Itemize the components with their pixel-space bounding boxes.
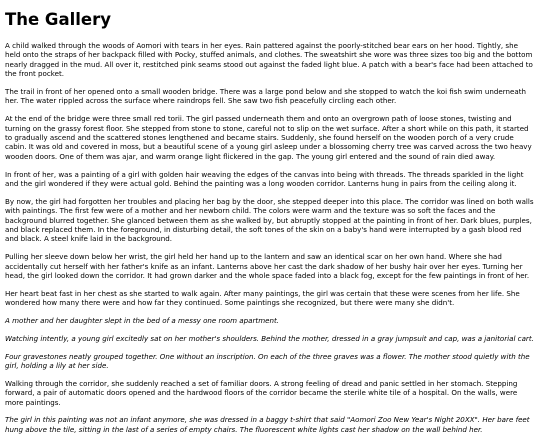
story-paragraph: The trail in front of her opened onto a small wooden bridge. There was a large pond below and she stopped to watch the koi fish swim underneath her. The water rippled across the surface where raindrops fell. She saw two fish peacefully circling each other.	[5, 87, 526, 106]
story-paragraph: Her heart beat fast in her chest as she started to walk again. After many paintings, the girl was certain that these were scenes from her life. She wondered how many there were and how far they continued. Some paintings she recognized, but there were many she didn't.	[5, 288, 520, 308]
story-paragraph: By now, the girl had forgotten her troubles and placing her bag by the door, she stepped deeper into this place. The corridor was lined on both walls with paintings. The first few were of a mother and her newborn child. The colors were warm and the texture was so soft the faces and the background blurred together. She glanced between them as she walked by, but abruptly stopped at the painting in front of her. Dark blues, purples, and black replaced them. In the foreground, in disturbing detail, the soft tones of the skin on a baby's hand were interrupted by a gash blood red and black. A steel knife laid in the background.	[5, 196, 534, 244]
page	[0, 10, 540, 434]
story-paragraph: A child walked through the woods of Aomori with tears in her eyes. Rain pattered against the poorly-stitched bear ears on her hood. Tightly, she held onto the straps of her backpack filled with Pocky, stuffed animals, and clothes. The sweatshirt she wore was three sizes too big and the bottom nearly dragged in the mud. All over it, restitched pink seams stood out against the faded light blue. A patch with a bear's face had been attached to the front pocket.	[5, 41, 533, 79]
story-paragraph: Watching intently, a young girl excitedly sat on her mother's shoulders. Behind the mother, dressed in a gray jumpsuit and cap, was a janitorial cart.	[5, 333, 534, 343]
page-title: The Gallery	[5, 10, 112, 29]
story-paragraph: A mother and her daughter slept in the bed of a messy one room apartment.	[5, 316, 280, 326]
story-body	[5, 41, 535, 434]
story-paragraph: In front of her, was a painting of a girl with golden hair weaving the edges of the canvas into being with threads. The threads sparkled in the light and the girl wondered if they were actual gold. Behind the painting was a long wooden corridor. Lanterns hung in pairs from the ceiling along it.	[5, 169, 524, 189]
story-paragraph: Walking through the corridor, she suddenly reached a set of familiar doors. A strong feeling of dread and panic settled in her stomach. Stepping forward, a pair of automatic doors opened and the hardwood floors of the corridor became the sterile white tile of a hospital. On the walls, were more paintings.	[5, 378, 518, 407]
story-paragraph: At the end of the bridge were three small red torii. The girl passed underneath them and onto an overgrown path of loose stones, twisting and turning on the grassy forest floor. She stepped from stone to stone, careful not to slip on the wet surface. After a short while on this path, it started to gradually ascend and the scattered stones lengthened and became stairs. Suddenly, she found herself on the wooden porch of a very crude cabin. It was old and covered in moss, but a beautiful scene of a young girl asleep under a blossoming cherry tree was carved across the two heavy wooden doors. One of them was ajar, and warm orange light flickered in the gap. The young girl entered and the sound of rain died away.	[5, 114, 532, 161]
story-paragraph: Four gravestones neatly grouped together. One without an inscription. On each of the three graves was a flower. The mother stood quietly with the girl, holding a lily at her side.	[5, 351, 530, 371]
story-paragraph: Pulling her sleeve down below her wrist, the girl held her hand up to the lantern and saw an identical scar on her own hand. Where she had accidentally cut herself with her father's knife as an infant. Lanterns above her cast the dark shadow of her bushy hair over her eyes. Turning her head, the girl looked down the corridor. It had grown darker and the whole space faded into a black fog, except for the few paintings in front of her.	[5, 252, 530, 281]
story-paragraph: The girl in this painting was not an infant anymore, she was dressed in a baggy t-shirt that said "Aomori Zoo New Year's Night 20XX". Her bare feet hung above the tile, sitting in the last of a series of empty chairs. The fluorescent white lights cast her shadow on the wall behind her.	[5, 415, 530, 434]
